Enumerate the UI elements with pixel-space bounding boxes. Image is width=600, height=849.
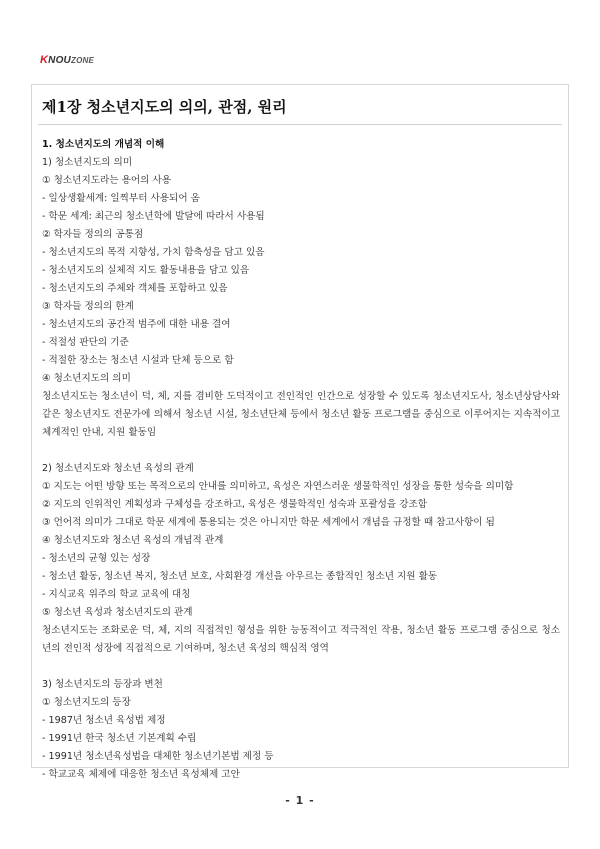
text-line: 3) 청소년지도의 등장과 변천 — [42, 679, 163, 690]
paragraph: 청소년지도는 청소년이 덕, 체, 지를 겸비한 도덕적이고 전인적인 인간으로 성장할 수 있도록 청소년지도사, 청소년상담사와 같은 청소년지도 전문가에 의해서 청소년 시설, 청소년단체 등에서 청소년 활동 프로그램을 중심으로 이루어지는 지속적이고 체계적인 안내, 지원 활동임 — [42, 391, 560, 438]
section-heading: 1. 청소년지도의 개념적 이해 — [42, 139, 165, 150]
text-line: - 청소년지도의 실체적 지도 활동내용을 담고 있음 — [42, 265, 250, 276]
text-line: - 지식교육 위주의 학교 교육에 대칭 — [42, 589, 191, 600]
text-line: - 일상생활세계: 일찍부터 사용되어 옴 — [42, 193, 200, 204]
text-line: ④ 청소년지도와 청소년 육성의 개념적 관계 — [42, 535, 224, 546]
text-line: ② 지도의 인위적인 계획성과 구체성을 강조하고, 육성은 생물학적인 성숙과 포괄성을 강조함 — [42, 499, 428, 510]
page-number: - 1 - — [285, 794, 315, 807]
text-line: - 1987년 청소년 육성법 제정 — [42, 715, 166, 726]
text-line: - 학교교육 체제에 대응한 청소년 육성체제 고안 — [42, 769, 240, 780]
text-line: - 1991년 한국 청소년 기본계획 수립 — [42, 733, 197, 744]
text-line: ③ 학자들 정의의 한계 — [42, 301, 134, 312]
text-line: ① 지도는 어떤 방향 또는 목적으로의 안내를 의미하고, 육성은 자연스러운 생물학적인 성장을 통한 성숙을 의미함 — [42, 481, 514, 492]
text-line: ⑤ 청소년 육성과 청소년지도의 관계 — [42, 607, 193, 618]
text-line: 1) 청소년지도의 의미 — [42, 157, 133, 168]
spacer — [42, 442, 560, 460]
text-line: - 청소년지도의 목적 지향성, 가치 함축성을 담고 있음 — [42, 247, 265, 258]
knouzone-logo: KNOUZONE — [40, 54, 95, 66]
title-divider — [38, 124, 562, 125]
text-line: 2) 청소년지도와 청소년 육성의 관계 — [42, 463, 194, 474]
text-line: ② 학자들 정의의 공통점 — [42, 229, 144, 240]
paragraph: 청소년지도는 조화로운 덕, 체, 지의 직접적인 형성을 위한 능동적이고 적극적인 작용, 청소년 활동 프로그램 중심으로 청소년의 전인적 성장에 직접적으로 기여하며, 청소년 육성의 핵심적 영역 — [42, 625, 560, 654]
text-line: ① 청소년지도라는 용어의 사용 — [42, 175, 171, 186]
text-line: - 1991년 청소년육성법을 대체한 청소년기본법 제정 등 — [42, 751, 274, 762]
text-line: - 적절성 판단의 기준 — [42, 337, 129, 348]
text-line: - 청소년지도의 주체와 객체를 포함하고 있음 — [42, 283, 228, 294]
chapter-title: 제1장 청소년지도의 의의, 관점, 원리 — [42, 98, 287, 116]
text-line: - 청소년의 균형 있는 성장 — [42, 553, 151, 564]
document-body — [42, 136, 560, 784]
text-line: - 청소년 활동, 청소년 복지, 청소년 보호, 사회환경 개선을 아우르는 종합적인 청소년 지원 활동 — [42, 571, 438, 582]
text-line: ④ 청소년지도의 의미 — [42, 373, 131, 384]
text-line: - 적절한 장소는 청소년 시설과 단체 등으로 함 — [42, 355, 234, 366]
text-line: - 학문 세계: 최근의 청소년학에 발달에 따라서 사용됨 — [42, 211, 265, 222]
spacer — [42, 658, 560, 676]
text-line: ③ 언어적 의미가 그대로 학문 세계에 통용되는 것은 아니지만 학문 세계에서 개념을 규정할 때 참고사항이 됨 — [42, 517, 495, 528]
text-line: ① 청소년지도의 등장 — [42, 697, 131, 708]
text-line: - 청소년지도의 공간적 범주에 대한 내용 결여 — [42, 319, 231, 330]
